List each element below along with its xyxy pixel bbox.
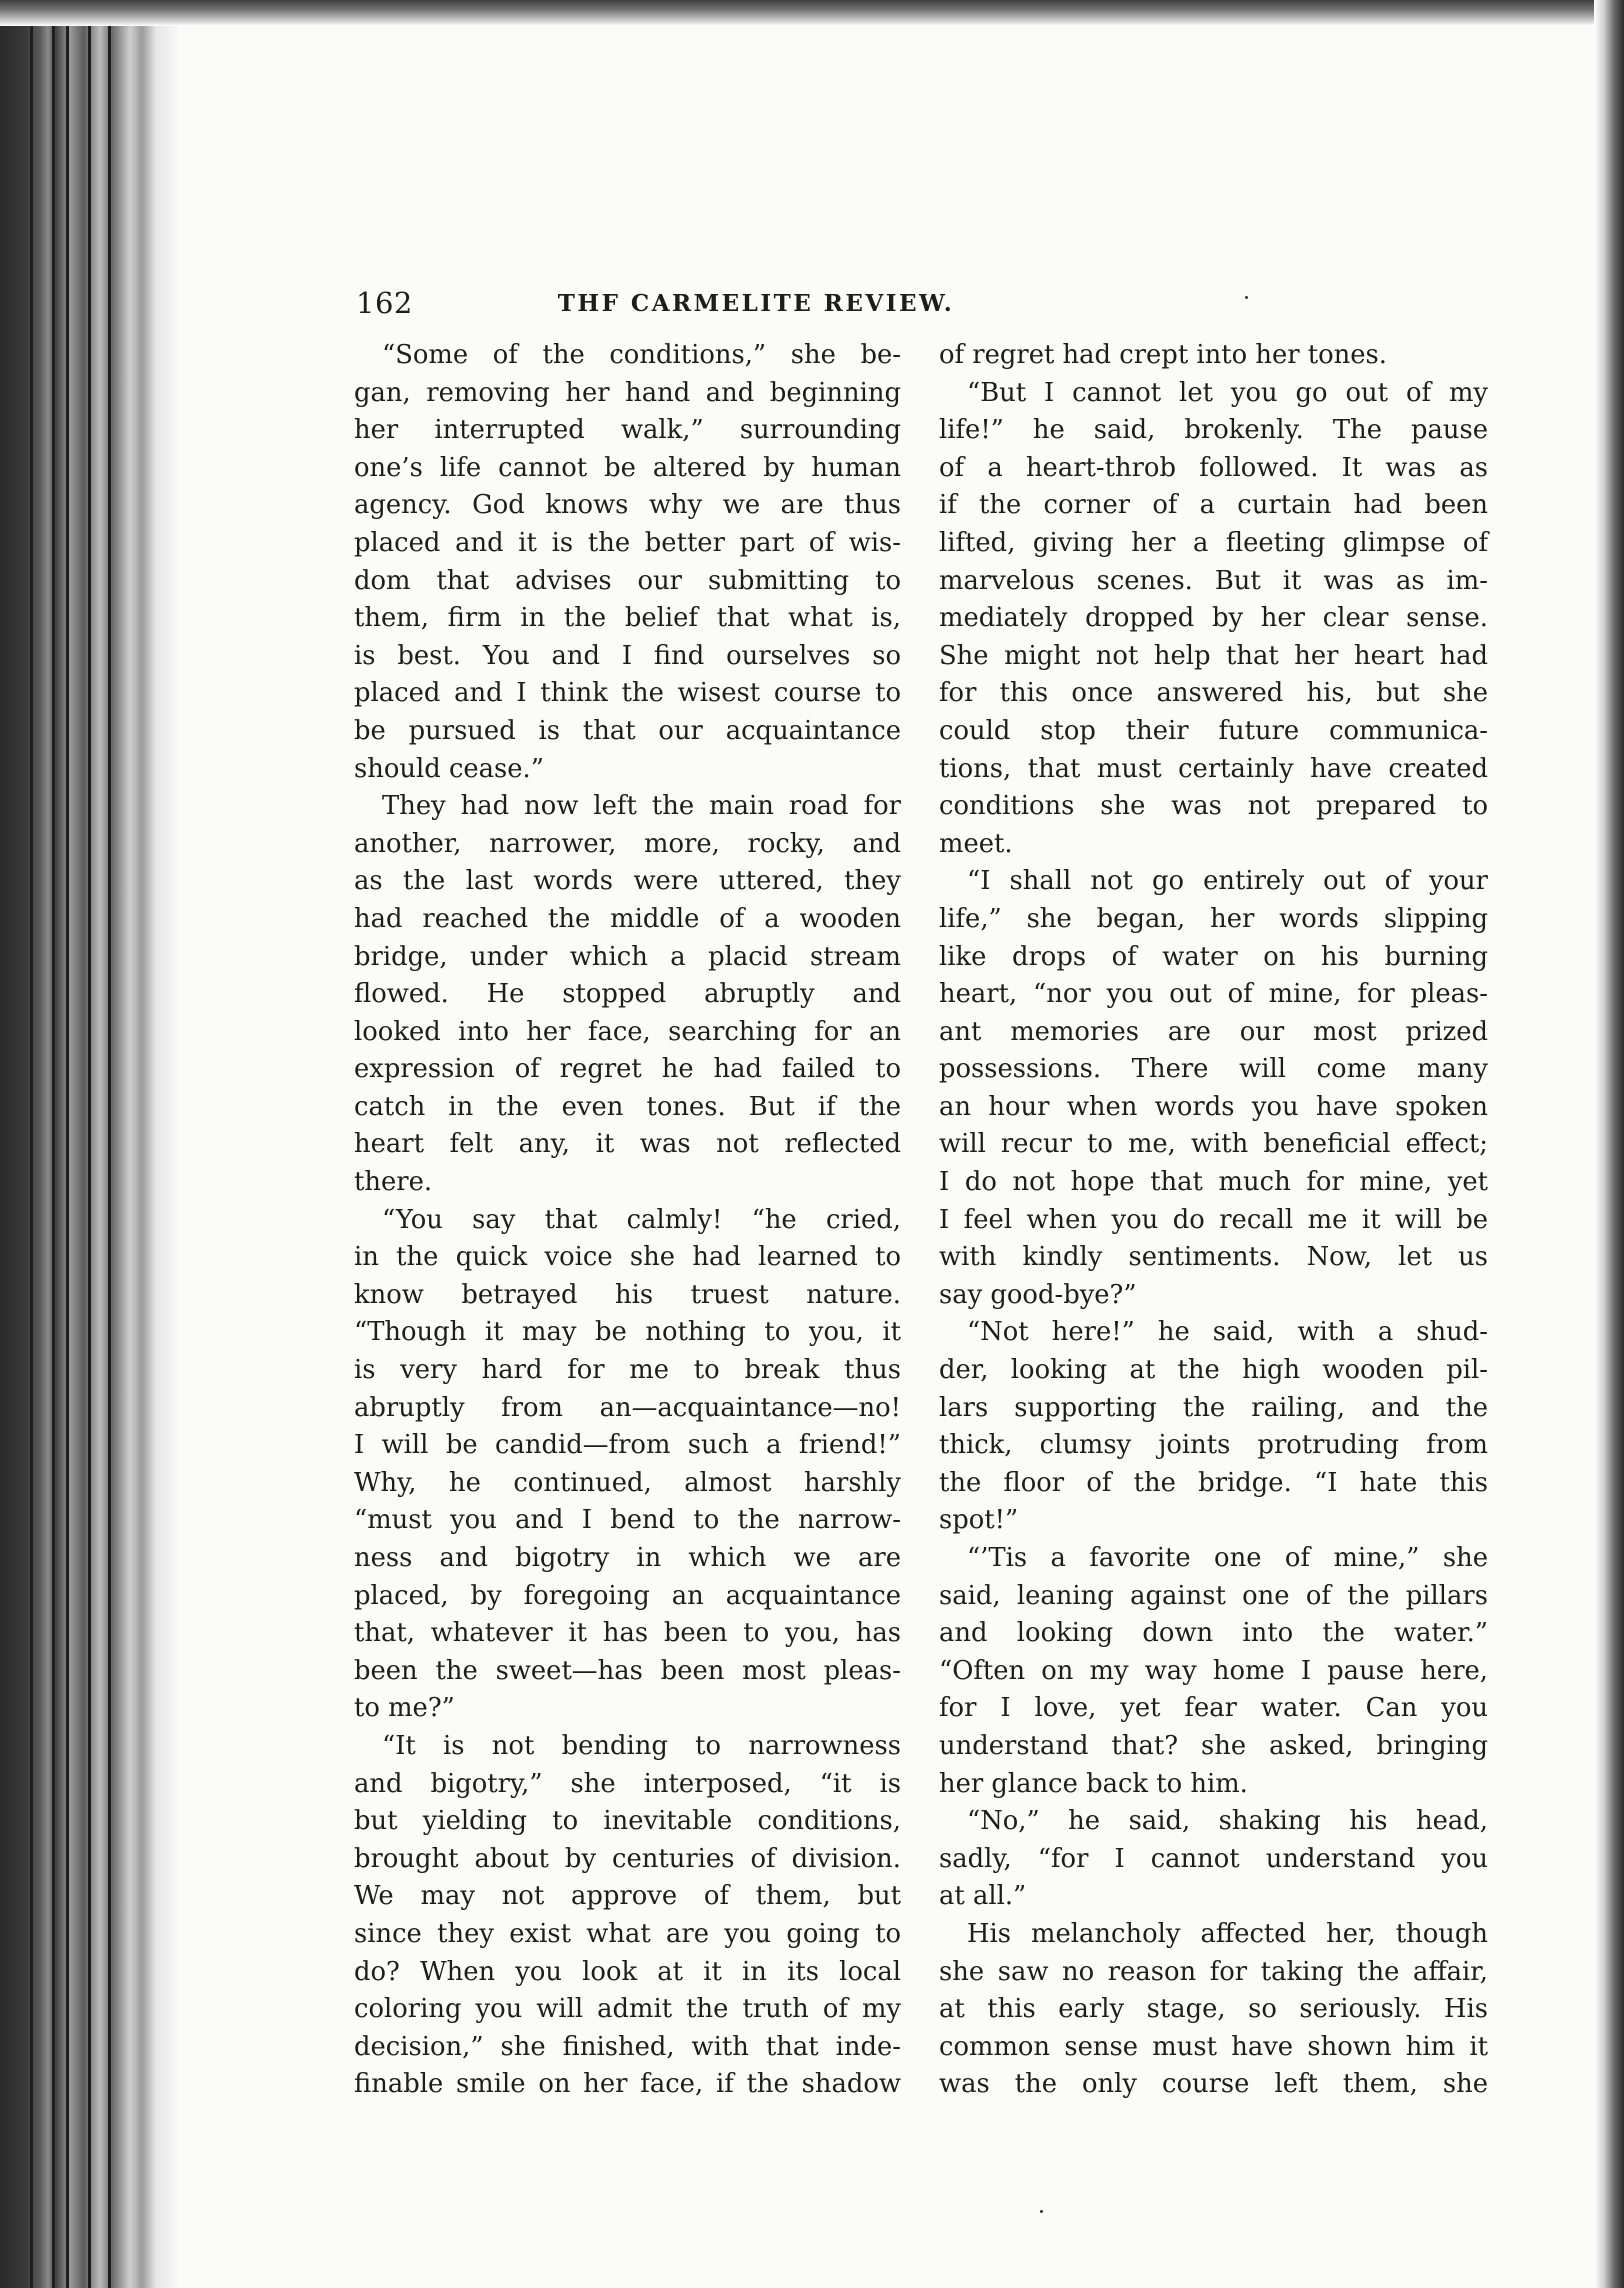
text-line: at this early stage, so seriously. His — [939, 1994, 1488, 2025]
text-line: We may not approve of them, but — [354, 1881, 901, 1912]
text-line: bridge, under which a placid stream — [354, 941, 901, 972]
text-line: understand that? she asked, bringing — [939, 1730, 1488, 1761]
text-line: “Though it may be nothing to you, it — [354, 1317, 901, 1348]
text-column-left — [354, 337, 901, 2104]
text-line: expression of regret he had failed to — [354, 1054, 901, 1085]
text-line: “Not here!” he said, with a shud- — [967, 1317, 1488, 1348]
text-line: if the corner of a curtain had been — [939, 490, 1488, 521]
text-line: lifted, giving her a fleeting glimpse of — [939, 527, 1488, 558]
text-line: life,” she began, her words slipping — [939, 903, 1488, 934]
text-line: was the only course left them, she — [939, 2069, 1488, 2100]
text-line: coloring you will admit the truth of my — [354, 1994, 901, 2025]
text-line: but yielding to inevitable conditions, — [354, 1806, 901, 1837]
text-line: should cease.” — [354, 753, 544, 784]
binding-stripe — [52, 0, 55, 2288]
text-line: for this once answered his, but she — [939, 678, 1488, 709]
text-line: mediately dropped by her clear sense. — [939, 603, 1488, 634]
text-line: the floor of the bridge. “I hate this — [939, 1467, 1488, 1498]
text-line: She might not help that her heart had — [939, 640, 1488, 671]
text-line: conditions she was not prepared to — [939, 791, 1488, 822]
text-line: of a heart-throb followed. It was as — [939, 452, 1488, 483]
text-line: finable smile on her face, if the shadow — [354, 2069, 901, 2100]
text-line: der, looking at the high wooden pil- — [939, 1355, 1488, 1386]
text-line: gan, removing her hand and beginning — [354, 377, 901, 408]
text-line: said, leaning against one of the pillars — [939, 1580, 1488, 1611]
text-line: had reached the middle of a wooden — [354, 903, 901, 934]
text-line: ant memories are our most prized — [939, 1016, 1488, 1047]
text-line: I do not hope that much for mine, yet — [939, 1167, 1488, 1198]
text-line: with kindly sentiments. Now, let us — [939, 1242, 1488, 1273]
text-line: flowed. He stopped abruptly and — [354, 979, 901, 1010]
text-line: and looking down into the water.” — [939, 1618, 1488, 1649]
text-line: They had now left the main road for — [382, 791, 901, 822]
text-line: been the sweet—has been most pleas- — [354, 1655, 901, 1686]
binding-stripe — [30, 0, 33, 2288]
text-line: dom that advises our submitting to — [354, 565, 901, 596]
text-line: at all.” — [939, 1881, 1027, 1912]
text-line: her glance back to him. — [939, 1768, 1248, 1799]
text-line: abruptly from an—acquaintance—no! — [354, 1392, 901, 1423]
text-line: meet. — [939, 828, 1013, 859]
text-line: like drops of water on his burning — [939, 941, 1488, 972]
text-line: common sense must have shown him it — [939, 2031, 1488, 2062]
text-line: spot!” — [939, 1505, 1019, 1536]
text-line: an hour when words you have spoken — [939, 1091, 1488, 1122]
text-line: “Some of the conditions,” she be- — [382, 340, 901, 370]
running-title: THF CARMELITE REVIEW. — [557, 290, 955, 317]
text-line: as the last words were uttered, they — [354, 866, 901, 897]
text-line: heart felt any, it was not reflected — [354, 1129, 901, 1160]
text-line: marvelous scenes. But it was as im- — [939, 565, 1488, 596]
text-line: of regret had crept into her tones. — [939, 340, 1387, 370]
text-line: agency. God knows why we are thus — [354, 490, 901, 521]
ink-speck — [1245, 296, 1248, 299]
text-line: and bigotry,” she interposed, “it is — [354, 1768, 901, 1799]
text-line: thick, clumsy joints protruding from — [939, 1430, 1488, 1461]
text-line: in the quick voice she had learned to — [354, 1242, 901, 1273]
text-line: tions, that must certainly have created — [939, 753, 1488, 784]
text-line: that, whatever it has been to you, has — [354, 1618, 901, 1649]
book-binding-edge — [0, 0, 178, 2288]
page-header — [356, 286, 1126, 326]
text-line: catch in the even tones. But if the — [354, 1091, 901, 1122]
text-line: placed, by foregoing an acquaintance — [354, 1580, 901, 1611]
text-line: to me?” — [354, 1693, 455, 1724]
text-line: say good-bye?” — [939, 1279, 1137, 1310]
text-line: “must you and I bend to the narrow- — [354, 1505, 901, 1536]
text-line: know betrayed his truest nature. — [354, 1279, 901, 1310]
text-line: for I love, yet fear water. Can you — [939, 1693, 1488, 1724]
text-line: ness and bigotry in which we are — [354, 1543, 901, 1573]
text-line: Why, he continued, almost harshly — [354, 1467, 901, 1498]
scan-top-edge — [0, 0, 1624, 26]
text-line: life!” he said, brokenly. The pause — [939, 415, 1488, 446]
text-line: “’Tis a favorite one of mine,” she — [967, 1543, 1488, 1573]
text-line: placed and it is the better part of wis- — [354, 527, 901, 558]
binding-stripe — [66, 0, 69, 2288]
text-line: her interrupted walk,” surrounding — [354, 415, 901, 446]
text-line: one’s life cannot be altered by human — [354, 452, 901, 483]
text-line: His melancholy affected her, though — [967, 1918, 1488, 1949]
binding-stripe — [108, 0, 111, 2288]
text-line: heart, “nor you out of mine, for pleas- — [939, 979, 1488, 1010]
text-line: be pursued is that our acquaintance — [354, 715, 901, 746]
text-line: could stop their future communica- — [939, 715, 1488, 746]
text-line: brought about by centuries of division. — [354, 1843, 901, 1874]
text-line: will recur to me, with beneficial effect; — [939, 1129, 1488, 1160]
text-line: them, firm in the belief that what is, — [354, 603, 901, 634]
scan-right-edge — [1594, 0, 1624, 2288]
text-line: “Often on my way home I pause here, — [939, 1655, 1488, 1686]
text-line: is best. You and I find ourselves so — [354, 640, 901, 671]
text-line: do? When you look at it in its local — [354, 1956, 901, 1987]
text-line: decision,” she finished, with that inde- — [354, 2031, 901, 2062]
page-number: 162 — [356, 286, 413, 320]
text-line: placed and I think the wisest course to — [354, 678, 901, 709]
text-line: lars supporting the railing, and the — [939, 1392, 1488, 1423]
text-line: sadly, “for I cannot understand you — [939, 1843, 1488, 1874]
text-column-right — [939, 337, 1488, 2104]
text-line: another, narrower, more, rocky, and — [354, 828, 901, 859]
text-line: there. — [354, 1167, 433, 1198]
ink-speck — [1040, 2210, 1043, 2213]
text-line: I will be candid—from such a friend!” — [354, 1430, 901, 1461]
text-line: “It is not bending to narrowness — [382, 1730, 901, 1761]
text-line: “But I cannot let you go out of my — [967, 377, 1488, 408]
text-line: “I shall not go entirely out of your — [967, 866, 1488, 897]
text-line: “No,” he said, shaking his head, — [967, 1806, 1488, 1837]
binding-stripe — [88, 0, 91, 2288]
text-line: possessions. There will come many — [939, 1054, 1488, 1085]
text-line: I feel when you do recall me it will be — [939, 1204, 1488, 1235]
text-line: she saw no reason for taking the affair, — [939, 1956, 1488, 1987]
text-line: “You say that calmly! “he cried, — [382, 1204, 901, 1235]
text-line: since they exist what are you going to — [354, 1918, 901, 1949]
text-line: is very hard for me to break thus — [354, 1355, 901, 1386]
text-line: looked into her face, searching for an — [354, 1016, 901, 1047]
